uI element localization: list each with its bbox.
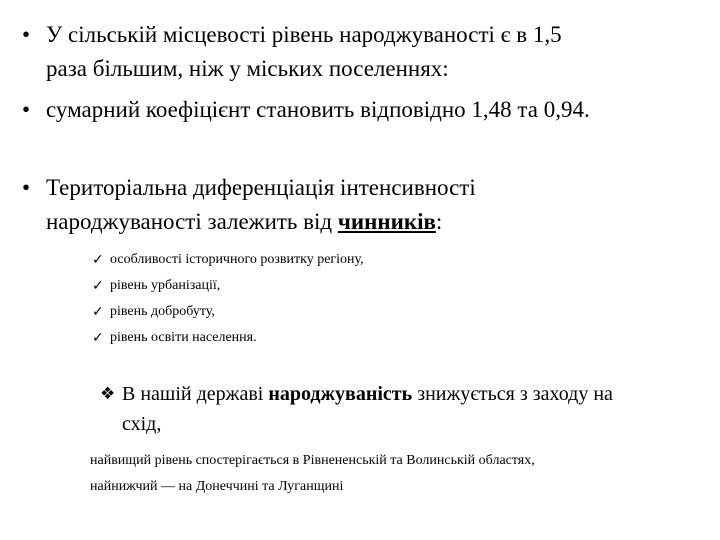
trend-text: знижується з заходу на <box>412 383 613 405</box>
list-item-text: рівень освіти населення. <box>110 330 257 345</box>
birthrate-trend <box>100 379 715 439</box>
bullet-rural-birthrate-line1 <box>22 18 712 52</box>
checkmark-icon: ✓ <box>92 304 104 320</box>
birthrate-trend-line1 <box>100 379 715 409</box>
checkmark-icon: ✓ <box>92 278 104 294</box>
checkmark-icon: ✓ <box>92 330 104 346</box>
factors-list <box>92 247 692 351</box>
bullet-text: народжуваності залежить від <box>46 209 338 234</box>
list-item <box>92 273 692 299</box>
bullet-text-colon: : <box>435 209 443 234</box>
factors-keyword: чинників <box>337 209 436 234</box>
note-lowest: найнижчий — на Донеччині та Луганщині <box>90 479 344 494</box>
regional-notes <box>90 448 710 500</box>
checkmark-icon: ✓ <box>92 252 104 268</box>
trend-text: В нашій державі <box>122 383 269 405</box>
list-item-text: рівень добробуту, <box>110 304 215 319</box>
bullet-territorial-line2 <box>22 205 712 239</box>
bullet-dot-icon: • <box>22 22 31 47</box>
bullet-text: Територіальна диференціація інтенсивності <box>46 175 476 200</box>
bullet-dot-icon: • <box>22 175 31 200</box>
bullet-text: У сільській місцевості рівень народжуваності є в 1,5 <box>46 22 562 47</box>
bullet-territorial-line1 <box>22 171 712 205</box>
bullet-dot-icon: • <box>22 97 31 122</box>
list-item-text: особливості історичного розвитку регіону, <box>110 252 364 267</box>
bullet-text: раза більшим, ніж у міських поселеннях: <box>46 56 449 81</box>
bullet-total-coefficient-line <box>22 93 712 127</box>
trend-text: схід, <box>122 413 162 435</box>
diamond-bullet-icon: ❖ <box>100 384 116 404</box>
bullet-text: сумарний коефіцієнт становить відповідно 1,48 та 0,94. <box>46 97 590 122</box>
birthrate-trend-line2 <box>100 409 715 439</box>
bullet-rural-birthrate <box>22 18 712 86</box>
bullet-territorial-differentiation <box>22 171 712 239</box>
bullet-rural-birthrate-line2 <box>22 52 712 86</box>
list-item <box>92 325 692 351</box>
list-item-text: рівень урбанізації, <box>110 278 221 293</box>
list-item <box>92 247 692 273</box>
note-highest: найвищий рівень спостерігається в Рівнененській та Волинській областях, <box>90 453 535 468</box>
trend-keyword: народжуваність <box>268 383 413 405</box>
bullet-total-coefficient <box>22 93 712 127</box>
list-item <box>92 299 692 325</box>
